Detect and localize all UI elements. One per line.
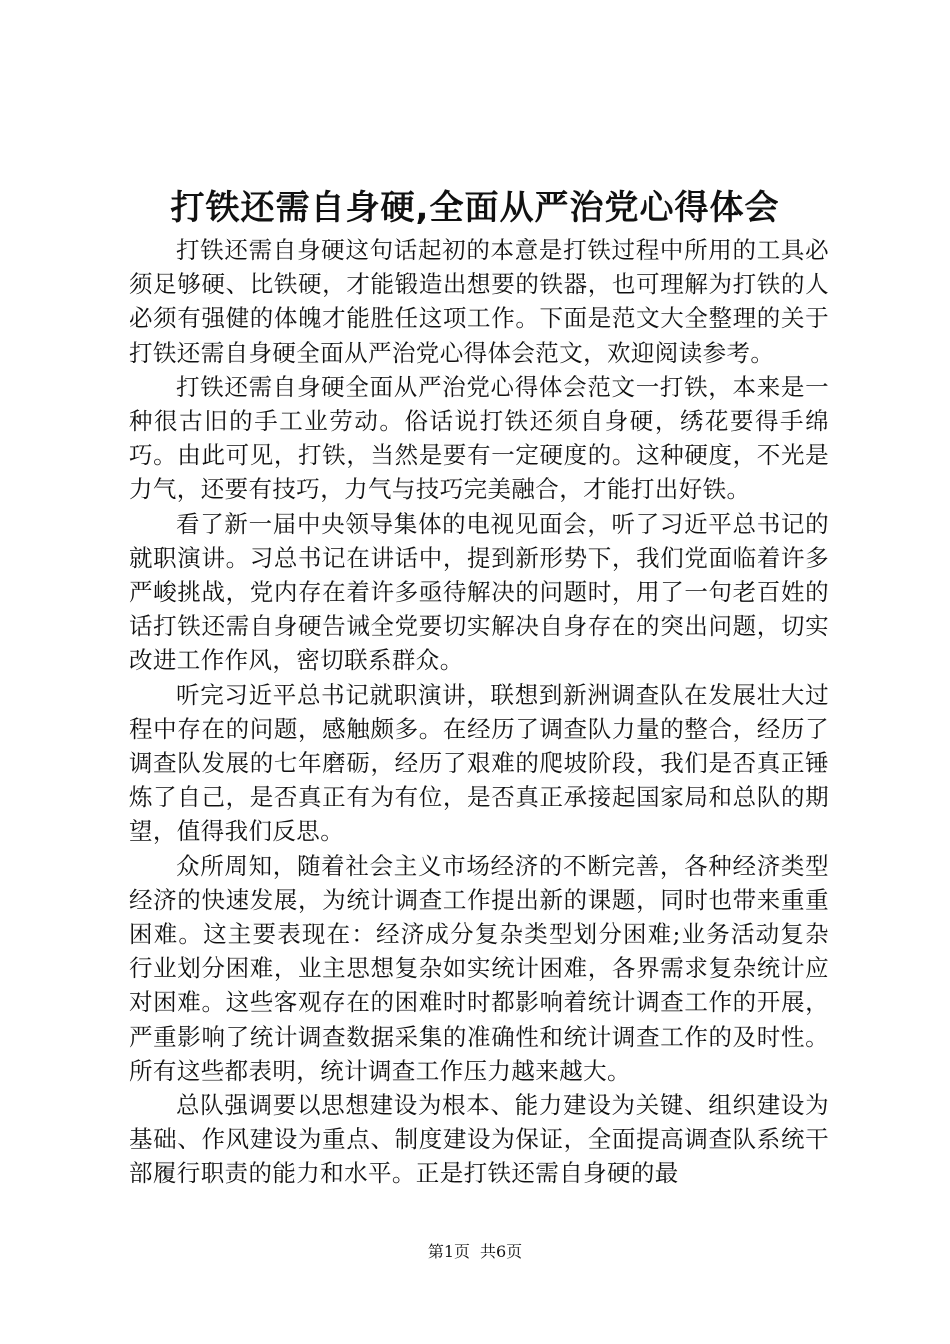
page-number: 第1页 <box>427 1242 470 1261</box>
paragraph-1: 打铁还需自身硬这句话起初的本意是打铁过程中所用的工具必须足够硬、比铁硬，才能锻造出想要的铁器，也可理解为打铁的人必须有强健的体魄才能胜任这项工作。下面是范文大全整理的关于打铁还需自身硬全面从严治党心得体会范文，欢迎阅读参考。 <box>129 236 829 367</box>
page-footer <box>0 1240 950 1264</box>
paragraph-2: 打铁还需自身硬全面从严治党心得体会范文一打铁，本来是一种很古旧的手工业劳动。俗话说打铁还须自身硬，绣花要得手绵巧。由此可见，打铁，当然是要有一定硬度的。这种硬度，不光是力气，还要有技巧，力气与技巧完美融合，才能打出好铁。 <box>129 372 829 504</box>
paragraph-4: 听完习近平总书记就职演讲，联想到新洲调查队在发展壮大过程中存在的问题，感触颇多。在经历了调查队力量的整合，经历了调查队发展的七年磨砺，经历了艰难的爬坡阶段，我们是否真正锤炼了自己，是否真正有为有位，是否真正承接起国家局和总队的期望，值得我们反思。 <box>129 680 829 846</box>
document-body <box>129 233 829 1191</box>
document-title: 打铁还需自身硬,全面从严治党心得体会 <box>170 188 780 228</box>
paragraph-3: 看了新一届中央领导集体的电视见面会，听了习近平总书记的就职演讲。习总书记在讲话中，提到新形势下，我们党面临着许多严峻挑战，党内存在着许多亟待解决的问题时，用了一句老百姓的话打铁还需自身硬告诫全党要切实解决自身存在的突出问题，切实改进工作作风，密切联系群众。 <box>129 509 829 675</box>
page-total: 共6页 <box>480 1242 523 1261</box>
paragraph-6: 总队强调要以思想建设为根本、能力建设为关键、组织建设为基础、作风建设为重点、制度建设为保证，全面提高调查队系统干部履行职责的能力和水平。正是打铁还需自身硬的最 <box>129 1091 829 1188</box>
paragraph-5: 众所周知，随着社会主义市场经济的不断完善，各种经济类型经济的快速发展，为统计调查工作提出新的课题，同时也带来重重困难。这主要表现在：经济成分复杂类型划分困难;业务活动复杂行业划分困难，业主思想复杂如实统计困难，各界需求复杂统计应对困难。这些客观存在的困难时时都影响着统计调查工作的开展，严重影响了统计调查数据采集的准确性和统计调查工作的及时性。所有这些都表明，统计调查工作压力越来越大。 <box>129 851 829 1085</box>
